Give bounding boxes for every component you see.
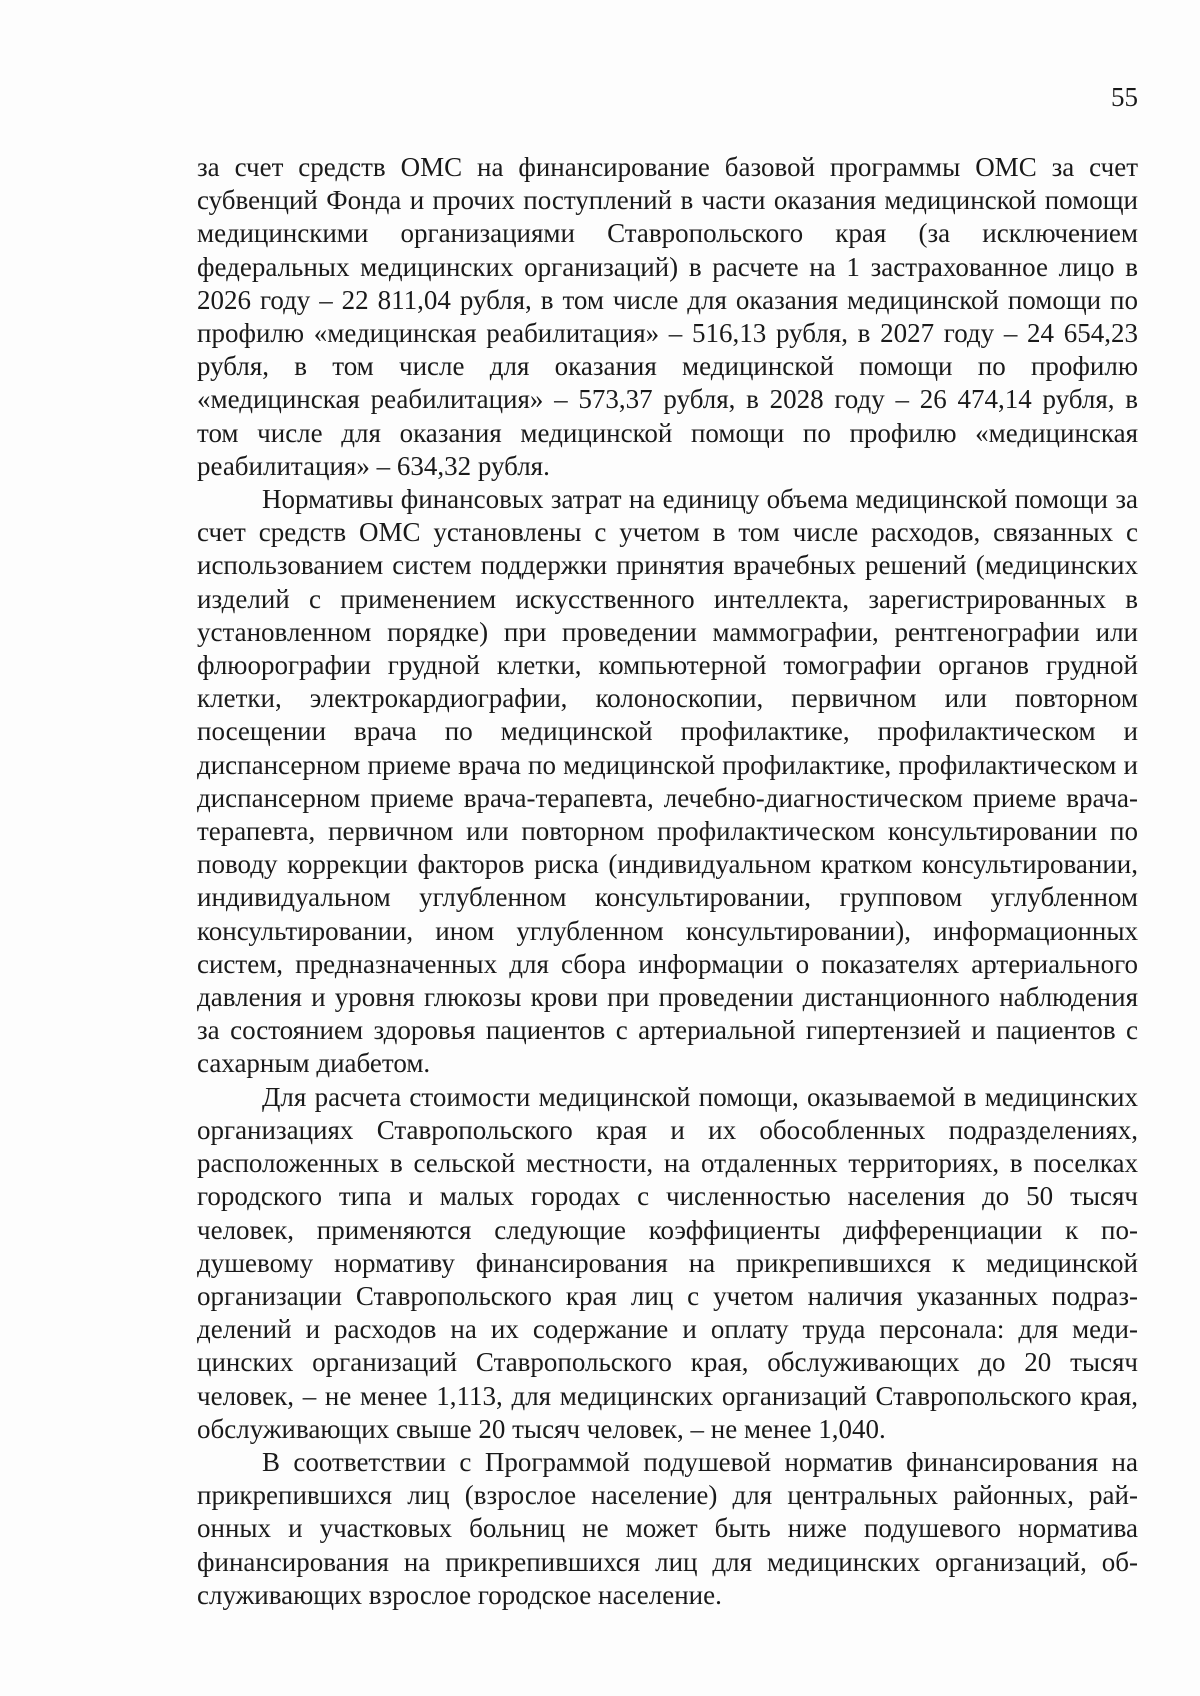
paragraph-1: за счет средств ОМС на финансирование базовой программы ОМС за счет субвенций Фонда и прочих поступлений в части оказания медицинской помощи медицинскими организациями Ставропольского края (за исключением федеральных медицинских организаций) в расчете на 1 застрахованное лицо в 2026 году – 22 811,04 рубля, в том числе для оказания медицинской помощи по профилю «медицинская реабилитация» – 516,13 рубля, в 2027 году – 24 654,23 рубля, в том числе для оказания медицинской помощи по профилю «медицинская реабилитация» – 573,37 рубля, в 2028 году – 26 474,14 рубля, в том числе для оказания медицинской помощи по профилю «медицинская реабилитация» – 634,32 рубля.	[197, 152, 1138, 481]
paragraph-3: Для расчета стоимости медицинской помощи, оказываемой в медицинских организациях Ставропольского края и их обособленных подразделениях, расположенных в сельской местности, на отдаленных территориях, в поселках городского типа и малых городах с численностью населения до 50 тысяч человек, применяются следующие коэффициенты дифференциации к подушевому нормативу финансирования на прикрепившихся к медицинской организации Ставропольского края лиц с учетом наличия указанных подразделений и расходов на их содержание и оплату труда персонала: для медицинских организаций Ставропольского края, обслуживающих до 20 тысяч человек, – не менее 1,113, для медицинских организаций Ставропольского края, обслуживающих свыше 20 тысяч человек, – не менее 1,040.	[197, 1081, 1138, 1444]
paragraph-4: В соответствии с Программой подушевой норматив финансирования на прикрепившихся лиц (взрослое население) для центральных районных, районных и участковых больниц не может быть ниже подушевого норматива финансирования на прикрепившихся лиц для медицинских организаций, обслуживающих взрослое городское население.	[197, 1446, 1138, 1610]
document-body	[197, 151, 1138, 1612]
page-number: 55	[1111, 82, 1138, 112]
paragraph-2: Нормативы финансовых затрат на единицу объема медицинской помощи за счет средств ОМС установлены с учетом в том числе расходов, связанных с использованием систем поддержки принятия врачебных решений (медицинских изделий с применением искусственного интеллекта, зарегистрированных в установленном порядке) при проведении маммографии, рентгенографии или флюорографии грудной клетки, компьютерной томографии органов грудной клетки, электрокардиографии, колоноскопии, первичном или повторном посещении врача по медицинской профилактике, профилактическом и диспансерном приеме врача по медицинской профилактике, профилактическом и диспансерном приеме врача-терапевта, лечебно-диагностическом приеме врача-терапевта, первичном или повторном профилактическом консультировании по поводу коррекции факторов риска (индивидуальном кратком консультировании, индивидуальном углубленном консультировании, групповом углубленном консультировании, ином углубленном консультировании), информационных систем, предназначенных для сбора информации о показателях артериального давления и уровня глюкозы крови при проведении дистанционного наблюдения за состоянием здоровья пациентов с артериальной гипертензией и пациентов с сахарным диабетом.	[197, 484, 1138, 1079]
